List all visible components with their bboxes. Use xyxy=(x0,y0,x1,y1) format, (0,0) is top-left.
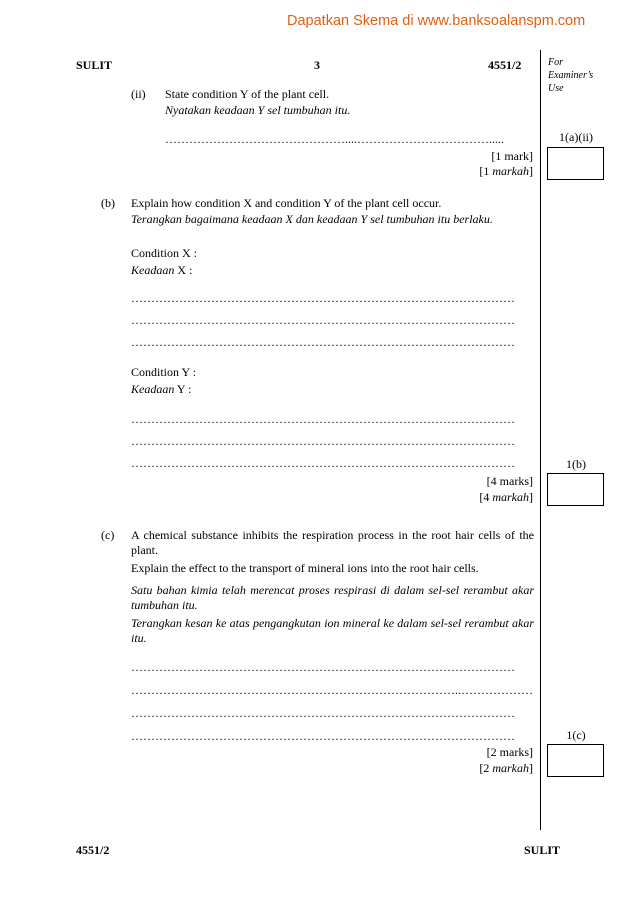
q-b-box-label: 1(b) xyxy=(566,457,586,471)
watermark: Dapatkan Skema di www.banksoalanspm.com xyxy=(287,13,586,29)
condition-x-label-en: Condition X : xyxy=(131,246,198,260)
examiner-use-label xyxy=(548,56,593,95)
q-c-box-label: 1(c) xyxy=(566,728,586,742)
condition-x-answer-line-3[interactable]: …………………………………………………………………………………… xyxy=(131,335,515,349)
q-c-answer-line-2[interactable]: ………………………………………………………………………..……………… xyxy=(131,683,533,697)
condition-x-label-ms: Keadaan X : xyxy=(131,263,193,277)
q-a-ii-box-label: 1(a)(ii) xyxy=(559,130,593,144)
q-c-answer-line-1[interactable]: …………………………………………………………………………………… xyxy=(131,660,515,674)
q-c-number: (c) xyxy=(101,528,115,542)
q-b-text-ms: Terangkan bagaimana keadaan X dan keadaan Y sel tumbuhan itu berlaku. xyxy=(131,212,493,226)
q-a-ii-mark-en: [1 mark] xyxy=(491,149,533,163)
q-a-ii-text-en: State condition Y of the plant cell. xyxy=(165,87,330,101)
condition-y-label-en: Condition Y : xyxy=(131,365,197,379)
condition-x-answer-line-1[interactable]: …………………………………………………………………………………… xyxy=(131,291,515,305)
q-c-text-ms-1: Satu bahan kimia telah merencat proses respirasi di dalam sel-sel rerambut akar tumbuhan itu. xyxy=(131,583,534,612)
q-c-mark-en: [2 marks] xyxy=(486,745,533,759)
page-number: 3 xyxy=(314,58,320,72)
q-c-mark-ms: [2 markah] xyxy=(479,761,533,775)
q-a-ii-mark-ms: [1 markah] xyxy=(479,164,533,178)
condition-y-label-ms: Keadaan Y : xyxy=(131,382,192,396)
examiner-line-1: For xyxy=(548,57,563,68)
condition-y-answer-line-1[interactable]: …………………………………………………………………………………… xyxy=(131,412,515,426)
footer-sulit: SULIT xyxy=(524,843,561,857)
examiner-line-3: Use xyxy=(548,83,564,94)
condition-y-answer-line-2[interactable]: …………………………………………………………………………………… xyxy=(131,434,515,448)
q-c-answer-line-4[interactable]: …………………………………………………………………………………… xyxy=(131,729,515,743)
q-c-text-en-2: Explain the effect to the transport of mineral ions into the root hair cells. xyxy=(131,561,479,575)
q-c-score-box[interactable] xyxy=(547,744,604,777)
condition-y-answer-line-3[interactable]: …………………………………………………………………………………… xyxy=(131,456,515,470)
q-a-ii-answer-line[interactable]: ………………………………………....……………………………..... xyxy=(165,132,504,146)
q-b-text-en: Explain how condition X and condition Y of the plant cell occur. xyxy=(131,196,442,210)
q-a-ii-number: (ii) xyxy=(131,87,146,101)
examiner-divider xyxy=(540,50,541,830)
paper-code: 4551/2 xyxy=(488,58,522,72)
header-sulit: SULIT xyxy=(76,58,113,72)
q-b-number: (b) xyxy=(101,196,115,210)
q-a-ii-text-ms: Nyatakan keadaan Y sel tumbuhan itu. xyxy=(165,103,351,117)
q-b-mark-ms: [4 markah] xyxy=(479,490,533,504)
q-b-score-box[interactable] xyxy=(547,473,604,506)
footer-code: 4551/2 xyxy=(76,843,110,857)
q-b-mark-en: [4 marks] xyxy=(486,474,533,488)
q-c-text-en-1: A chemical substance inhibits the respiration process in the root hair cells of the plant. xyxy=(131,528,534,557)
condition-x-answer-line-2[interactable]: …………………………………………………………………………………… xyxy=(131,313,515,327)
q-a-ii-score-box[interactable] xyxy=(547,147,604,180)
examiner-line-2: Examiner’s xyxy=(548,70,594,81)
q-c-text-ms-2: Terangkan kesan ke atas pengangkutan ion mineral ke dalam sel-sel rerambut akar itu. xyxy=(131,616,534,645)
q-c-answer-line-3[interactable]: …………………………………………………………………………………… xyxy=(131,706,515,720)
